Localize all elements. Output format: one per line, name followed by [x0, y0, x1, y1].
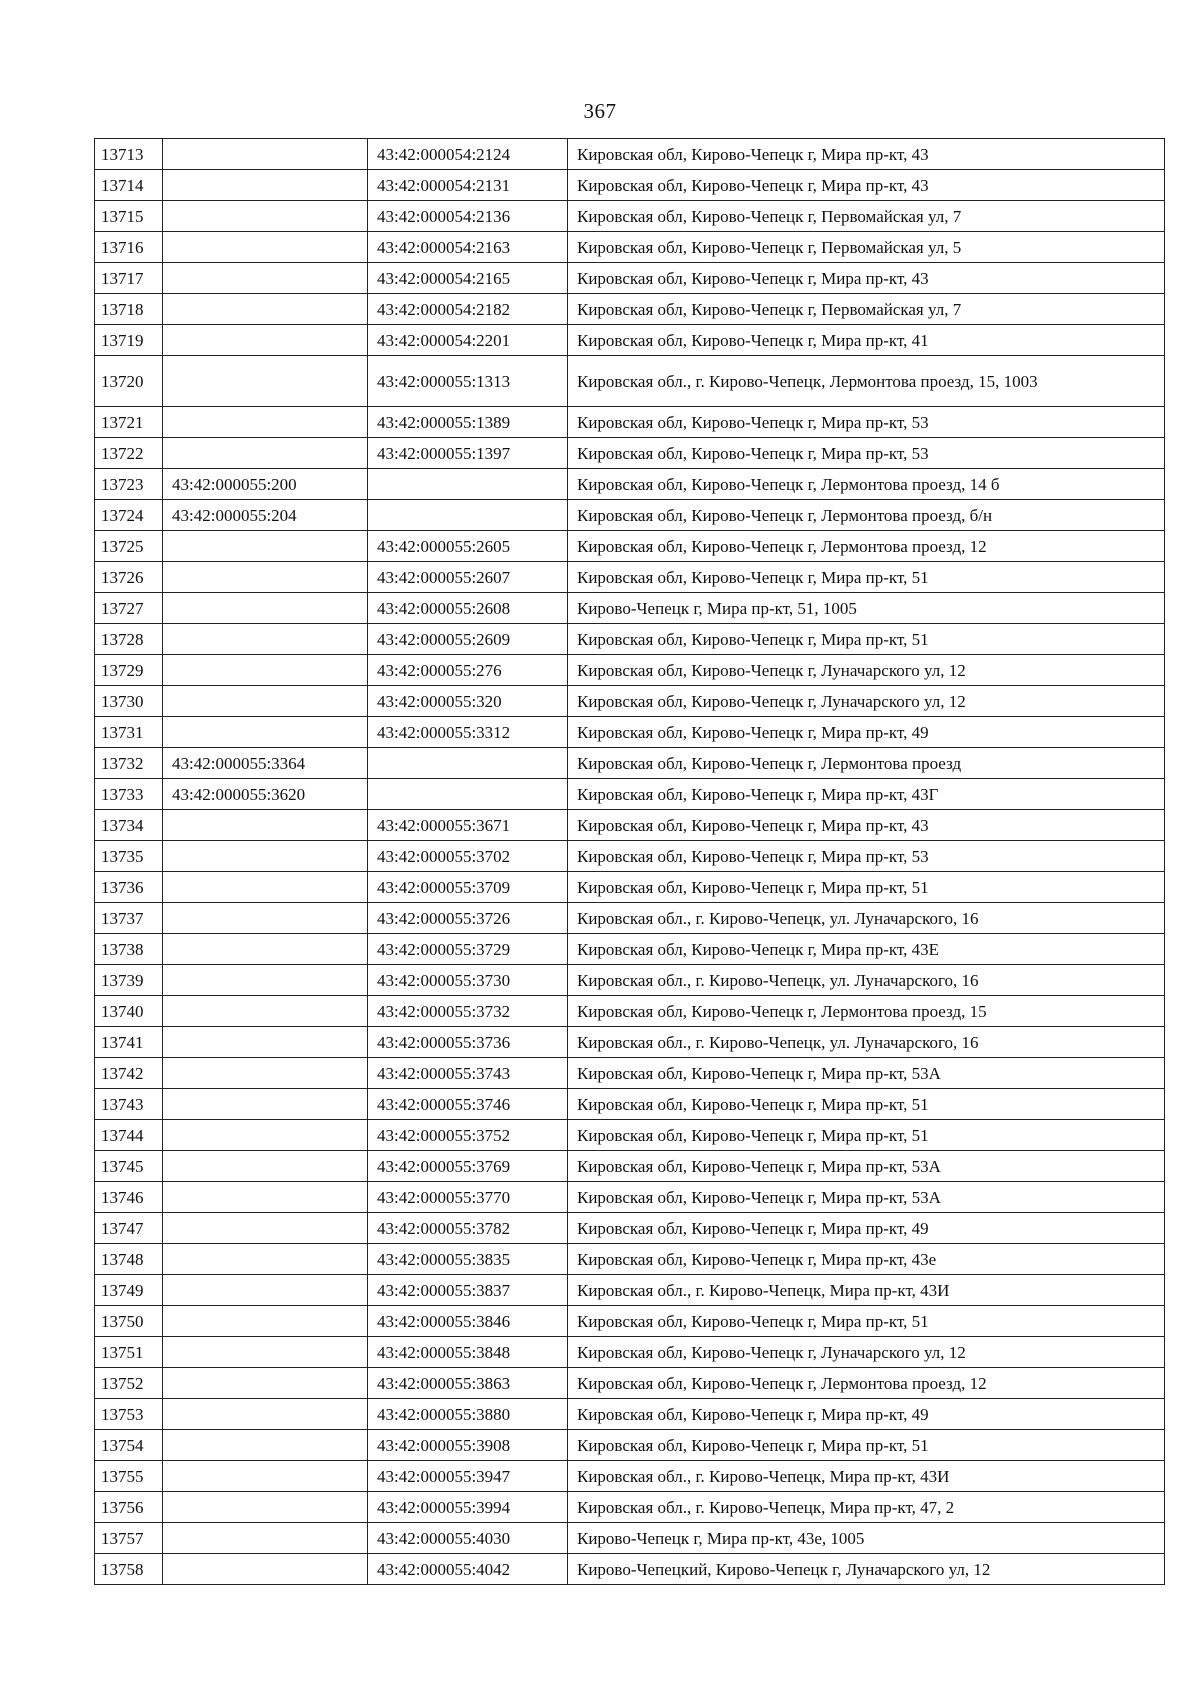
row-number-cell: 13744	[95, 1120, 163, 1151]
cadastral-number-cell	[163, 201, 368, 232]
table-row	[95, 562, 1165, 593]
cadastral-number-cell: 43:42:000054:2136	[368, 201, 568, 232]
cadastral-number-cell: 43:42:000055:200	[163, 469, 368, 500]
row-number-cell: 13728	[95, 624, 163, 655]
address-cell: Кировская обл, Кирово-Чепецк г, Мира пр-кт, 49	[568, 1213, 1165, 1244]
address-cell: Кировская обл, Кирово-Чепецк г, Мира пр-кт, 51	[568, 1089, 1165, 1120]
table-row	[95, 325, 1165, 356]
row-number-cell: 13743	[95, 1089, 163, 1120]
row-number-cell: 13741	[95, 1027, 163, 1058]
table-row	[95, 1554, 1165, 1585]
cadastral-number-cell: 43:42:000055:1397	[368, 438, 568, 469]
row-number-cell: 13726	[95, 562, 163, 593]
row-number-cell: 13742	[95, 1058, 163, 1089]
cadastral-number-cell	[163, 232, 368, 263]
table-row	[95, 139, 1165, 170]
table-row	[95, 903, 1165, 934]
cadastral-number-cell	[163, 1461, 368, 1492]
cadastral-number-cell: 43:42:000055:3770	[368, 1182, 568, 1213]
table-row	[95, 1523, 1165, 1554]
cadastral-number-cell: 43:42:000054:2165	[368, 263, 568, 294]
cadastral-number-cell: 43:42:000054:2131	[368, 170, 568, 201]
row-number-cell: 13746	[95, 1182, 163, 1213]
cadastral-number-cell: 43:42:000055:3729	[368, 934, 568, 965]
table-row	[95, 170, 1165, 201]
cadastral-number-cell	[163, 263, 368, 294]
address-cell: Кировская обл, Кирово-Чепецк г, Мира пр-кт, 53	[568, 407, 1165, 438]
table-row	[95, 1213, 1165, 1244]
cadastral-number-cell: 43:42:000055:3746	[368, 1089, 568, 1120]
cadastral-number-cell	[368, 500, 568, 531]
row-number-cell: 13729	[95, 655, 163, 686]
row-number-cell: 13739	[95, 965, 163, 996]
table-row	[95, 686, 1165, 717]
address-cell: Кировская обл, Кирово-Чепецк г, Мира пр-кт, 49	[568, 1399, 1165, 1430]
cadastral-number-cell	[163, 810, 368, 841]
address-cell: Кировская обл, Кирово-Чепецк г, Мира пр-кт, 53А	[568, 1182, 1165, 1213]
table-row	[95, 841, 1165, 872]
table-row	[95, 1368, 1165, 1399]
cadastral-number-cell: 43:42:000055:3994	[368, 1492, 568, 1523]
cadastral-number-cell	[163, 1337, 368, 1368]
cadastral-number-cell	[163, 1306, 368, 1337]
row-number-cell: 13719	[95, 325, 163, 356]
address-cell: Кировская обл, Кирово-Чепецк г, Мира пр-кт, 43Г	[568, 779, 1165, 810]
address-cell: Кировская обл, Кирово-Чепецк г, Первомайская ул, 5	[568, 232, 1165, 263]
cadastral-number-cell	[163, 686, 368, 717]
cadastral-number-cell: 43:42:000055:3732	[368, 996, 568, 1027]
table-row	[95, 469, 1165, 500]
table-row	[95, 1399, 1165, 1430]
table-row	[95, 1461, 1165, 1492]
address-cell: Кировская обл, Кирово-Чепецк г, Луначарского ул, 12	[568, 655, 1165, 686]
row-number-cell: 13733	[95, 779, 163, 810]
cadastral-number-cell: 43:42:000055:3702	[368, 841, 568, 872]
row-number-cell: 13734	[95, 810, 163, 841]
address-cell: Кировская обл, Кирово-Чепецк г, Мира пр-кт, 43Е	[568, 934, 1165, 965]
cadastral-number-cell: 43:42:000055:276	[368, 655, 568, 686]
address-cell: Кировская обл, Кирово-Чепецк г, Мира пр-кт, 51	[568, 1120, 1165, 1151]
cadastral-number-cell	[163, 531, 368, 562]
cadastral-number-cell	[163, 1120, 368, 1151]
table-body	[95, 139, 1165, 1585]
cadastral-number-cell	[163, 1244, 368, 1275]
address-cell: Кирово-Чепецк г, Мира пр-кт, 51, 1005	[568, 593, 1165, 624]
table-row	[95, 1430, 1165, 1461]
row-number-cell: 13736	[95, 872, 163, 903]
address-cell: Кирово-Чепецкий, Кирово-Чепецк г, Луначарского ул, 12	[568, 1554, 1165, 1585]
cadastral-number-cell	[163, 1399, 368, 1430]
cadastral-number-cell	[163, 655, 368, 686]
address-cell: Кировская обл., г. Кирово-Чепецк, ул. Луначарского, 16	[568, 903, 1165, 934]
cadastral-number-cell: 43:42:000055:2608	[368, 593, 568, 624]
address-cell: Кировская обл, Кирово-Чепецк г, Мира пр-кт, 51	[568, 872, 1165, 903]
row-number-cell: 13753	[95, 1399, 163, 1430]
row-number-cell: 13748	[95, 1244, 163, 1275]
cadastral-number-cell: 43:42:000055:3880	[368, 1399, 568, 1430]
row-number-cell: 13724	[95, 500, 163, 531]
cadastral-number-cell: 43:42:000055:3908	[368, 1430, 568, 1461]
table-row	[95, 996, 1165, 1027]
table-row	[95, 1058, 1165, 1089]
address-cell: Кировская обл, Кирово-Чепецк г, Мира пр-кт, 51	[568, 1306, 1165, 1337]
cadastral-number-cell: 43:42:000054:2201	[368, 325, 568, 356]
row-number-cell: 13738	[95, 934, 163, 965]
address-cell: Кировская обл., г. Кирово-Чепецк, ул. Луначарского, 16	[568, 1027, 1165, 1058]
address-cell: Кировская обл, Кирово-Чепецк г, Мира пр-кт, 41	[568, 325, 1165, 356]
row-number-cell: 13721	[95, 407, 163, 438]
row-number-cell: 13735	[95, 841, 163, 872]
cadastral-number-cell	[163, 1523, 368, 1554]
cadastral-number-cell	[163, 996, 368, 1027]
table-row	[95, 1275, 1165, 1306]
row-number-cell: 13745	[95, 1151, 163, 1182]
cadastral-number-cell: 43:42:000055:3769	[368, 1151, 568, 1182]
cadastral-number-cell	[163, 1213, 368, 1244]
cadastral-number-cell: 43:42:000055:3312	[368, 717, 568, 748]
table-row	[95, 717, 1165, 748]
cadastral-number-cell: 43:42:000054:2182	[368, 294, 568, 325]
cadastral-number-cell: 43:42:000055:3364	[163, 748, 368, 779]
address-cell: Кировская обл, Кирово-Чепецк г, Мира пр-кт, 51	[568, 624, 1165, 655]
cadastral-number-cell	[163, 593, 368, 624]
row-number-cell: 13730	[95, 686, 163, 717]
row-number-cell: 13740	[95, 996, 163, 1027]
row-number-cell: 13727	[95, 593, 163, 624]
table-row	[95, 1337, 1165, 1368]
address-cell: Кировская обл., г. Кирово-Чепецк, ул. Луначарского, 16	[568, 965, 1165, 996]
cadastral-number-cell	[163, 934, 368, 965]
table-row	[95, 1306, 1165, 1337]
cadastral-number-cell: 43:42:000055:3671	[368, 810, 568, 841]
table-row	[95, 1120, 1165, 1151]
table-row	[95, 1027, 1165, 1058]
cadastral-number-cell: 43:42:000055:3863	[368, 1368, 568, 1399]
address-cell: Кировская обл, Кирово-Чепецк г, Луначарского ул, 12	[568, 1337, 1165, 1368]
row-number-cell: 13723	[95, 469, 163, 500]
cadastral-number-cell	[368, 779, 568, 810]
table-row	[95, 232, 1165, 263]
row-number-cell: 13758	[95, 1554, 163, 1585]
cadastral-number-cell: 43:42:000055:2609	[368, 624, 568, 655]
row-number-cell: 13747	[95, 1213, 163, 1244]
address-cell: Кировская обл., г. Кирово-Чепецк, Мира пр-кт, 47, 2	[568, 1492, 1165, 1523]
cadastral-number-cell: 43:42:000055:2607	[368, 562, 568, 593]
cadastral-number-cell: 43:42:000055:3620	[163, 779, 368, 810]
cadastral-number-cell: 43:42:000055:3752	[368, 1120, 568, 1151]
cadastral-number-cell: 43:42:000055:204	[163, 500, 368, 531]
table-row	[95, 500, 1165, 531]
row-number-cell: 13720	[95, 356, 163, 407]
cadastral-number-cell	[163, 841, 368, 872]
cadastral-number-cell	[163, 1554, 368, 1585]
address-cell: Кировская обл., г. Кирово-Чепецк, Лермонтова проезд, 15, 1003	[568, 356, 1165, 407]
table-row	[95, 201, 1165, 232]
address-cell: Кировская обл, Кирово-Чепецк г, Мира пр-кт, 51	[568, 562, 1165, 593]
cadastral-number-cell	[163, 356, 368, 407]
address-cell: Кировская обл, Кирово-Чепецк г, Первомайская ул, 7	[568, 294, 1165, 325]
cadastral-number-cell	[163, 325, 368, 356]
cadastral-number-cell	[163, 1492, 368, 1523]
cadastral-table	[94, 138, 1165, 1585]
cadastral-number-cell	[163, 965, 368, 996]
cadastral-number-cell	[163, 407, 368, 438]
row-number-cell: 13751	[95, 1337, 163, 1368]
cadastral-number-cell	[163, 438, 368, 469]
cadastral-number-cell: 43:42:000055:3835	[368, 1244, 568, 1275]
row-number-cell: 13752	[95, 1368, 163, 1399]
cadastral-number-cell	[163, 872, 368, 903]
cadastral-number-cell	[163, 1027, 368, 1058]
cadastral-number-cell	[368, 469, 568, 500]
address-cell: Кировская обл, Кирово-Чепецк г, Мира пр-кт, 53А	[568, 1151, 1165, 1182]
cadastral-number-cell: 43:42:000055:3726	[368, 903, 568, 934]
row-number-cell: 13718	[95, 294, 163, 325]
address-cell: Кировская обл, Кирово-Чепецк г, Мира пр-кт, 43	[568, 170, 1165, 201]
table-row	[95, 356, 1165, 407]
row-number-cell: 13717	[95, 263, 163, 294]
address-cell: Кировская обл, Кирово-Чепецк г, Мира пр-кт, 53	[568, 438, 1165, 469]
cadastral-number-cell: 43:42:000055:3848	[368, 1337, 568, 1368]
cadastral-number-cell	[163, 139, 368, 170]
cadastral-number-cell	[163, 294, 368, 325]
address-cell: Кировская обл, Кирово-Чепецк г, Первомайская ул, 7	[568, 201, 1165, 232]
cadastral-number-cell: 43:42:000055:3837	[368, 1275, 568, 1306]
cadastral-number-cell	[163, 1275, 368, 1306]
row-number-cell: 13725	[95, 531, 163, 562]
table-row	[95, 407, 1165, 438]
address-cell: Кировская обл, Кирово-Чепецк г, Мира пр-кт, 53А	[568, 1058, 1165, 1089]
cadastral-number-cell: 43:42:000055:2605	[368, 531, 568, 562]
table-row	[95, 1492, 1165, 1523]
table-row	[95, 872, 1165, 903]
cadastral-number-cell: 43:42:000055:3947	[368, 1461, 568, 1492]
address-cell: Кировская обл, Кирово-Чепецк г, Мира пр-кт, 43	[568, 810, 1165, 841]
address-cell: Кировская обл, Кирово-Чепецк г, Лермонтова проезд	[568, 748, 1165, 779]
table-row	[95, 263, 1165, 294]
address-cell: Кировская обл, Кирово-Чепецк г, Мира пр-кт, 51	[568, 1430, 1165, 1461]
cadastral-number-cell	[368, 748, 568, 779]
address-cell: Кировская обл., г. Кирово-Чепецк, Мира пр-кт, 43И	[568, 1461, 1165, 1492]
address-cell: Кировская обл, Кирово-Чепецк г, Лермонтова проезд, 12	[568, 531, 1165, 562]
address-cell: Кировская обл, Кирово-Чепецк г, Мира пр-кт, 43	[568, 139, 1165, 170]
table-row	[95, 1151, 1165, 1182]
cadastral-number-cell	[163, 1151, 368, 1182]
cadastral-number-cell	[163, 1182, 368, 1213]
cadastral-number-cell: 43:42:000054:2163	[368, 232, 568, 263]
table-row	[95, 531, 1165, 562]
address-cell: Кировская обл, Кирово-Чепецк г, Лермонтова проезд, б/н	[568, 500, 1165, 531]
cadastral-number-cell: 43:42:000055:3736	[368, 1027, 568, 1058]
row-number-cell: 13716	[95, 232, 163, 263]
table-row	[95, 779, 1165, 810]
cadastral-number-cell	[163, 170, 368, 201]
cadastral-number-cell: 43:42:000055:3730	[368, 965, 568, 996]
table-row	[95, 624, 1165, 655]
cadastral-number-cell: 43:42:000055:1389	[368, 407, 568, 438]
table-row	[95, 810, 1165, 841]
table-row	[95, 965, 1165, 996]
table-row	[95, 438, 1165, 469]
table-row	[95, 1089, 1165, 1120]
table-row	[95, 1182, 1165, 1213]
cadastral-number-cell: 43:42:000055:3743	[368, 1058, 568, 1089]
address-cell: Кировская обл, Кирово-Чепецк г, Лермонтова проезд, 14 б	[568, 469, 1165, 500]
page-number: 367	[583, 99, 617, 123]
cadastral-number-cell: 43:42:000055:1313	[368, 356, 568, 407]
address-cell: Кировская обл, Кирово-Чепецк г, Мира пр-кт, 53	[568, 841, 1165, 872]
row-number-cell: 13732	[95, 748, 163, 779]
cadastral-number-cell	[163, 717, 368, 748]
table-row	[95, 934, 1165, 965]
address-cell: Кировская обл, Кирово-Чепецк г, Лермонтова проезд, 15	[568, 996, 1165, 1027]
row-number-cell: 13754	[95, 1430, 163, 1461]
cadastral-number-cell	[163, 1430, 368, 1461]
address-cell: Кирово-Чепецк г, Мира пр-кт, 43е, 1005	[568, 1523, 1165, 1554]
table-row	[95, 593, 1165, 624]
row-number-cell: 13756	[95, 1492, 163, 1523]
cadastral-number-cell: 43:42:000055:3709	[368, 872, 568, 903]
table-row	[95, 655, 1165, 686]
address-cell: Кировская обл, Кирово-Чепецк г, Мира пр-кт, 49	[568, 717, 1165, 748]
cadastral-number-cell: 43:42:000055:3782	[368, 1213, 568, 1244]
row-number-cell: 13755	[95, 1461, 163, 1492]
address-cell: Кировская обл, Кирово-Чепецк г, Луначарского ул, 12	[568, 686, 1165, 717]
address-cell: Кировская обл, Кирово-Чепецк г, Мира пр-кт, 43	[568, 263, 1165, 294]
cadastral-number-cell: 43:42:000055:4030	[368, 1523, 568, 1554]
cadastral-number-cell	[163, 903, 368, 934]
row-number-cell: 13731	[95, 717, 163, 748]
address-cell: Кировская обл, Кирово-Чепецк г, Мира пр-кт, 43е	[568, 1244, 1165, 1275]
cadastral-number-cell	[163, 624, 368, 655]
cadastral-number-cell	[163, 1058, 368, 1089]
row-number-cell: 13737	[95, 903, 163, 934]
table-row	[95, 294, 1165, 325]
row-number-cell: 13714	[95, 170, 163, 201]
cadastral-number-cell	[163, 562, 368, 593]
cadastral-number-cell: 43:42:000054:2124	[368, 139, 568, 170]
row-number-cell: 13757	[95, 1523, 163, 1554]
table-row	[95, 1244, 1165, 1275]
row-number-cell: 13715	[95, 201, 163, 232]
row-number-cell: 13750	[95, 1306, 163, 1337]
cadastral-number-cell: 43:42:000055:320	[368, 686, 568, 717]
address-cell: Кировская обл., г. Кирово-Чепецк, Мира пр-кт, 43И	[568, 1275, 1165, 1306]
cadastral-number-cell	[163, 1368, 368, 1399]
row-number-cell: 13713	[95, 139, 163, 170]
address-cell: Кировская обл, Кирово-Чепецк г, Лермонтова проезд, 12	[568, 1368, 1165, 1399]
cadastral-number-cell	[163, 1089, 368, 1120]
row-number-cell: 13749	[95, 1275, 163, 1306]
cadastral-number-cell: 43:42:000055:4042	[368, 1554, 568, 1585]
cadastral-number-cell: 43:42:000055:3846	[368, 1306, 568, 1337]
row-number-cell: 13722	[95, 438, 163, 469]
table-row	[95, 748, 1165, 779]
